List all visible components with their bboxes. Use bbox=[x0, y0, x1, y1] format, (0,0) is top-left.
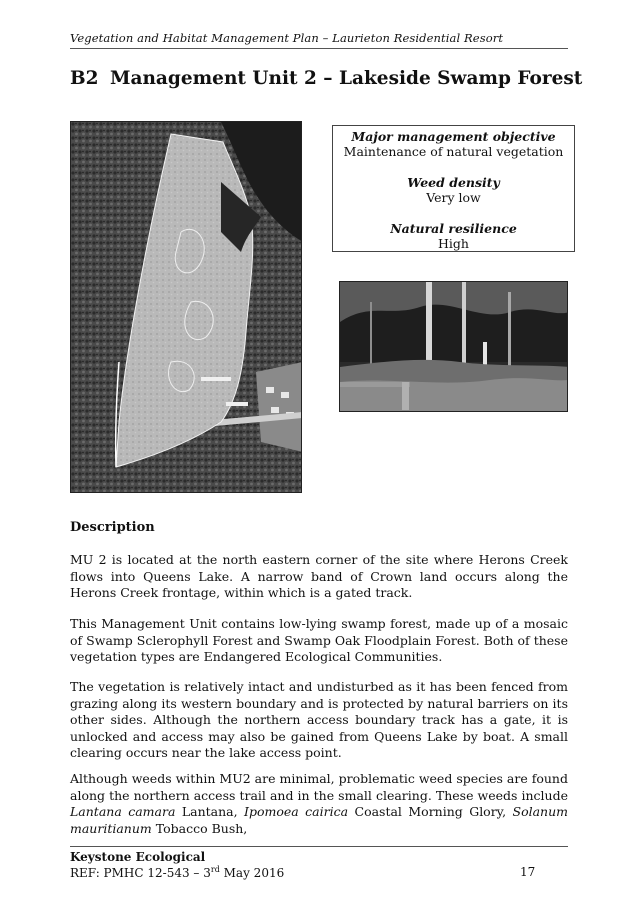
footer-ref-suffix: May 2016 bbox=[219, 866, 285, 880]
paragraph-4-text-c: Coastal Morning Glory, bbox=[348, 804, 513, 819]
footer-company: Keystone Ecological bbox=[70, 850, 206, 864]
aerial-map-image bbox=[70, 121, 302, 493]
page-number: 17 bbox=[520, 865, 536, 879]
paragraph-4-text-a: Although weeds within MU2 are minimal, problematic weed species are found along the northern access trail and in the small clearing. These weeds include bbox=[70, 771, 568, 803]
paragraph-4-text-b: Lantana, bbox=[175, 804, 245, 819]
section-title bbox=[70, 68, 582, 89]
species-lantana: Lantana camara bbox=[70, 804, 176, 819]
paragraph-4-text-d: Tobacco Bush, bbox=[151, 820, 248, 836]
running-header: Vegetation and Habitat Management Plan – Laurieton Residential Resort bbox=[70, 31, 568, 49]
footer-ref-prefix: REF: PMHC 12-543 – 3 bbox=[70, 866, 211, 880]
forest-photo-image bbox=[339, 281, 568, 412]
management-objectives-box bbox=[332, 125, 575, 252]
description-heading: Description bbox=[70, 520, 155, 535]
weed-density-label: Weed density bbox=[407, 175, 500, 190]
objective-value: Maintenance of natural vegetation bbox=[343, 144, 564, 159]
natural-resilience-label: Natural resilience bbox=[390, 221, 517, 236]
description-paragraph-2: This Management Unit contains low-lying swamp forest, made up of a mosaic of Swamp Sclerophyll Forest and Swamp Oak Floodplain Forest. Both of these vegetation types are Endangered Ecological Communities. bbox=[70, 616, 568, 664]
natural-resilience-value: High bbox=[438, 236, 469, 251]
description-paragraph-4 bbox=[70, 771, 568, 837]
species-solanum: Solanum mauritianum bbox=[70, 804, 568, 836]
description-paragraph-1: MU 2 is located at the north eastern corner of the site where Herons Creek flows into Queens Lake. A narrow band of Crown land occurs along the Herons Creek frontage, within which is a gated track. bbox=[70, 552, 568, 600]
species-ipomoea: Ipomoea cairica bbox=[244, 804, 349, 819]
weed-density-value: Very low bbox=[426, 190, 481, 205]
section-title-text: Management Unit 2 – Lakeside Swamp Forest bbox=[110, 68, 583, 89]
footer-ref-sup: rd bbox=[210, 865, 220, 874]
description-paragraph-3: The vegetation is relatively intact and undisturbed as it has been fenced from grazing along its western boundary and is protected by natural barriers on its other sides. Although the northern access boundary track has a gate, it is unlocked and access may also be gained from Queens Lake by boat. A small clearing occurs near the lake access point. bbox=[70, 679, 568, 760]
footer-rule bbox=[70, 846, 568, 847]
footer-reference bbox=[70, 865, 284, 880]
objective-label: Major management objective bbox=[351, 129, 556, 144]
section-number: B2 bbox=[70, 68, 99, 89]
